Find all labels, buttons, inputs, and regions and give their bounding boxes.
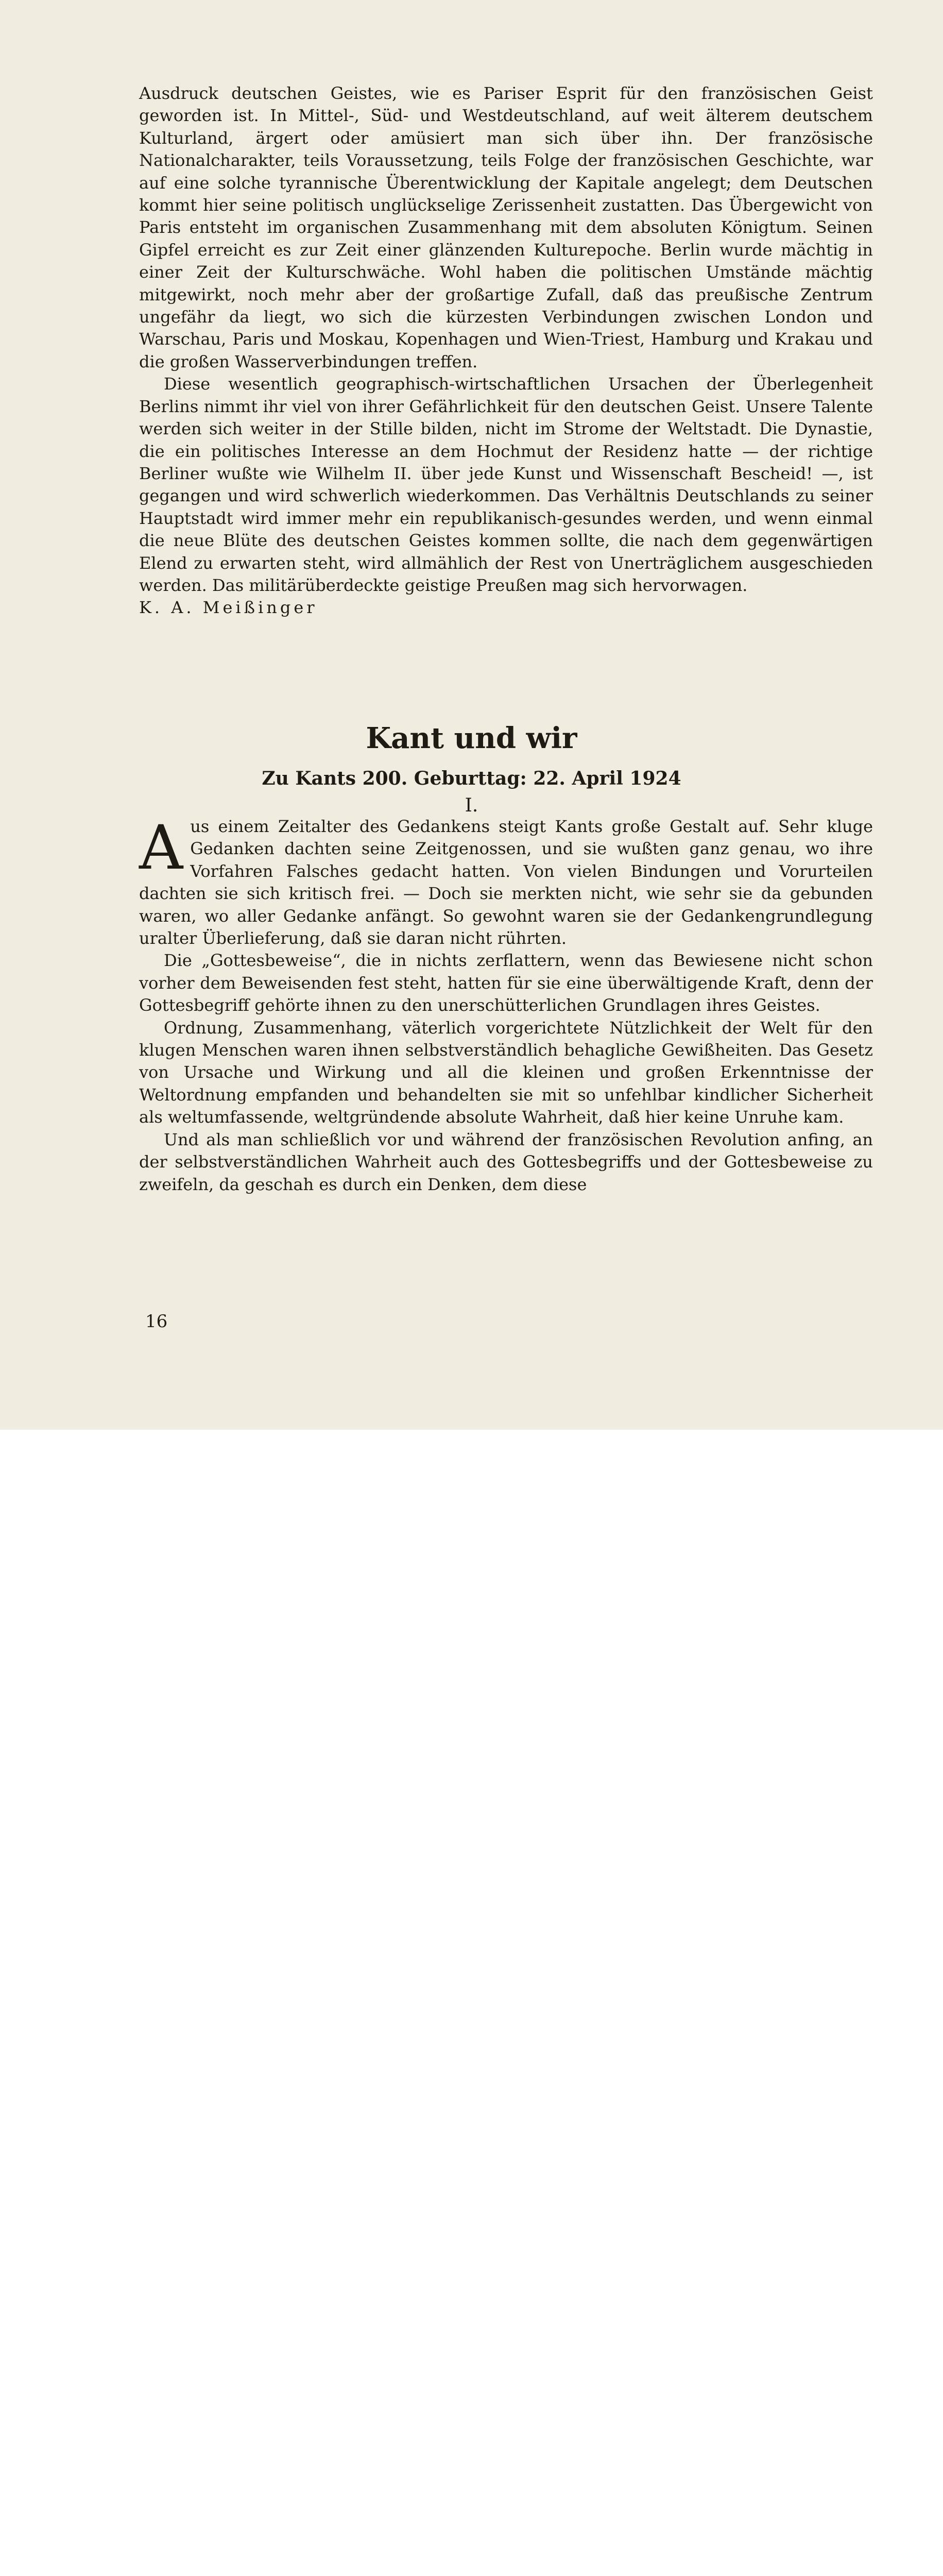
article-title: Kant und wir — [366, 721, 577, 755]
first-paragraph-text: us einem Zeitalter des Gedankens steigt Kants große Gestalt auf. Sehr kluge Gedanken dachten seine Zeitgenossen, und sie wußten ganz genau, wo ihre Vorfahren Falsches gedacht hatten. Von vielen Bindungen und Vorurteilen dachten sie sich kritisch frei. — Doch sie merkten nicht, wie sehr sie da gebunden waren, wo aller Gedanke anfängt. So gewohnt waren sie der Gedankengrundlegung uralter Überlieferung, daß sie daran nicht rührten. — [139, 817, 873, 948]
article-body — [139, 812, 873, 1196]
body-paragraph: Ausdruck deutschen Geistes, wie es Pariser Esprit für den französischen Geist geworden ist. In Mittel-, Süd- und Westdeutschland, auf weit älterem deutschem Kulturland, ärgert oder amüsiert man sich über ihn. Der französische Nationalcharakter, teils Voraussetzung, teils Folge der französischen Geschichte, war auf eine solche tyrannische Überentwicklung der Kapitale angelegt; dem Deutschen kommt hier seine politisch unglückselige Zerissenheit zustatten. Das Übergewicht von Paris entsteht im organischen Zusammenhang mit dem absoluten Königtum. Seinen Gipfel erreicht es zur Zeit einer glänzenden Kulturepoche. Berlin wurde mächtig in einer Zeit der Kulturschwäche. Wohl haben die politischen Umstände mächtig mitgewirkt, noch mehr aber der großartige Zufall, daß das preußische Zentrum ungefähr da liegt, wo sich die kürzesten Verbindungen zwischen London und Warschau, Paris und Moskau, Kopenhagen und Wien-Triest, Hamburg und Krakau und die großen Wasserverbindungen treffen. — [139, 83, 873, 371]
page-number: 16 — [145, 1311, 168, 1332]
section-number: I. — [465, 795, 478, 816]
body-paragraph: Ordnung, Zusammenhang, väterlich vorgerichtete Nützlichkeit der Welt für den klugen Menschen waren ihnen selbstverständlich behagliche Gewißheiten. Das Gesetz von Ursache und Wirkung und all die kleinen und großen Erkenntnisse der Weltordnung empfanden und behandelten sie mit so unfehlbar kindlicher Sicherheit als weltumfassende, weltgründende absolute Wahrheit, daß hier keine Unruhe kam. — [139, 1018, 873, 1127]
drop-cap: A — [139, 812, 183, 883]
first-paragraph — [139, 812, 873, 950]
body-paragraph: Diese wesentlich geographisch-wirtschaftlichen Ursachen der Überlegenheit Berlins nimmt ihr viel von ihrer Gefährlichkeit für den deutschen Geist. Unsere Talente werden sich weiter in der Stille bilden, nicht im Strome der Weltstadt. Die Dynastie, die ein politisches Interesse an dem Hochmut der Residenz hatte — der richtige Berliner wußte wie Wilhelm II. über jede Kunst und Wissenschaft Bescheid! —, ist gegangen und wird schwerlich wiederkommen. Das Verhältnis Deutschlands zu seiner Hauptstadt wird immer mehr ein republikanisch-gesundes werden, und wenn einmal die neue Blüte des deutschen Geistes kommen sollte, die nach dem gegenwärtigen Elend zu erwarten steht, wird allmählich der Rest von Unerträglichem ausgeschieden werden. Das militärüberdeckte geistige Preußen mag sich hervorwagen. — [139, 374, 873, 595]
body-paragraph: Und als man schließlich vor und während der französischen Revolution anfing, an der selbstverständlichen Wahrheit auch des Gottesbegriffs und der Gottesbeweise zu zweifeln, da geschah es durch ein Denken, dem diese — [139, 1129, 873, 1194]
body-paragraph: Die „Gottesbeweise“, die in nichts zerflattern, wenn das Bewiesene nicht schon vorher dem Beweisenden fest steht, hatten für sie eine überwältigende Kraft, denn der Gottesbegriff gehörte ihnen zu den unerschütterlichen Grundlagen ihres Geistes. — [139, 951, 873, 1015]
author-signature: K. A. Meißinger — [139, 598, 318, 618]
previous-article-text — [139, 82, 873, 619]
article-subtitle: Zu Kants 200. Geburttag: 22. April 1924 — [262, 768, 681, 789]
digitization-footer — [0, 1430, 943, 1504]
